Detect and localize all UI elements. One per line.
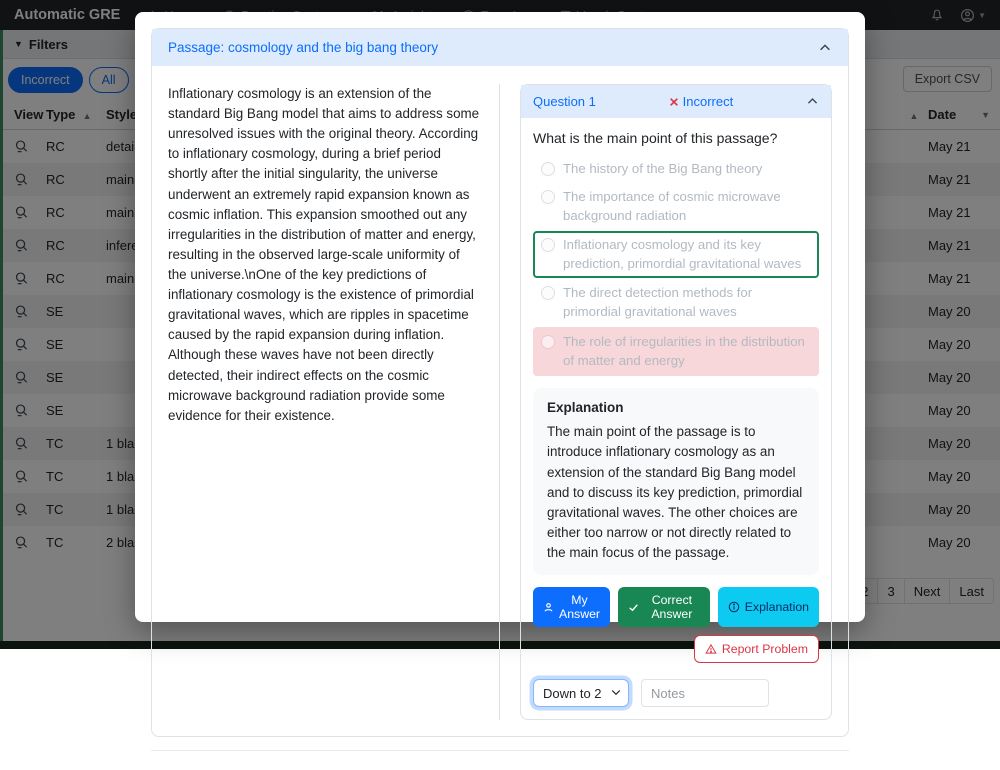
correct-answer-label: Correct Answer [651, 593, 693, 622]
explanation-button-label: Explanation [744, 600, 809, 615]
answer-option-2[interactable] [533, 184, 819, 229]
info-icon [728, 601, 740, 613]
answer-buttons-row [533, 587, 819, 627]
passage-title: Passage: cosmology and the big bang theory [168, 40, 439, 55]
passage-accordion [151, 28, 849, 737]
answer-option-5-selected-wrong[interactable] [533, 327, 819, 376]
question-header[interactable] [521, 85, 831, 118]
radio-icon [541, 190, 555, 204]
passage-text: Inflationary cosmology is an extension of the standard Big Bang model that aims to address some unresolved issues with the original theory. According to inflationary cosmology, during a brief period shortly after the initial singularity, the universe underwent an extremely rapid expansion known as cosmic inflation. This expansion smoothed out any irregularities in the distribution of matter and energy, resulting in the observed large-scale uniformity of the universe.\nOne of the key predictions of inflationary cosmology is the existence of primordial gravitational waves, which are ripples in spacetime caused by the rapid expansion during inflation. Although these waves have not been directly detected, their indirect effects on the cosmic microwave background radiation provide some evidence for their existence. [168, 86, 480, 423]
answer-option-1[interactable] [533, 156, 819, 182]
difficulty-select-wrap [533, 679, 629, 707]
radio-icon [541, 335, 555, 349]
passage-accordion-body [152, 66, 848, 736]
person-icon [543, 602, 554, 613]
x-incorrect-icon [669, 97, 679, 107]
chevron-up-icon [806, 95, 819, 108]
chevron-up-icon [818, 41, 832, 55]
option-label: The history of the Big Bang theory [563, 161, 763, 176]
report-problem-button[interactable] [694, 635, 819, 663]
passage-accordion-header[interactable] [152, 29, 848, 66]
explanation-box [533, 388, 819, 575]
question-label: Question 1 [533, 94, 596, 109]
my-answer-label: My Answer [559, 593, 601, 622]
question-controls [533, 679, 819, 707]
correct-answer-button[interactable] [618, 587, 710, 627]
option-label: The direct detection methods for primordial gravitational waves [563, 285, 753, 319]
radio-icon [541, 286, 555, 300]
options-list [533, 156, 819, 376]
answer-option-4[interactable] [533, 280, 819, 325]
status-label: Incorrect [682, 94, 734, 109]
difficulty-select[interactable] [533, 679, 629, 707]
option-label: The importance of cosmic microwave background radiation [563, 189, 781, 223]
radio-icon [541, 238, 555, 252]
option-label: Inflationary cosmology and its key prediction, primordial gravitational waves [563, 237, 802, 271]
my-answer-button[interactable] [533, 587, 610, 627]
review-modal [135, 12, 865, 657]
report-problem-label: Report Problem [721, 642, 808, 657]
status-badge [669, 94, 734, 109]
answer-option-3-correct[interactable] [533, 231, 819, 278]
question-body [521, 118, 831, 719]
passage-column [168, 84, 500, 720]
option-label: The role of irregularities in the distribution of matter and energy [563, 334, 805, 368]
question-column [500, 84, 832, 720]
question-text: What is the main point of this passage? [533, 130, 778, 146]
check-icon [628, 602, 639, 613]
explanation-title: Explanation [547, 400, 624, 416]
question-card [520, 84, 832, 720]
explanation-button[interactable] [718, 587, 819, 627]
report-row [533, 635, 819, 663]
explanation-text: The main point of the passage is to introduce inflationary cosmology as an extension of the standard Big Bang model and to discuss its key prediction, primordial gravitational waves. The other choices are either too narrow or not directly related to the main focus of the passage. [547, 424, 803, 561]
radio-icon [541, 162, 555, 176]
warning-icon [705, 643, 717, 655]
modal-footer [151, 750, 849, 770]
notes-input[interactable] [641, 679, 769, 707]
